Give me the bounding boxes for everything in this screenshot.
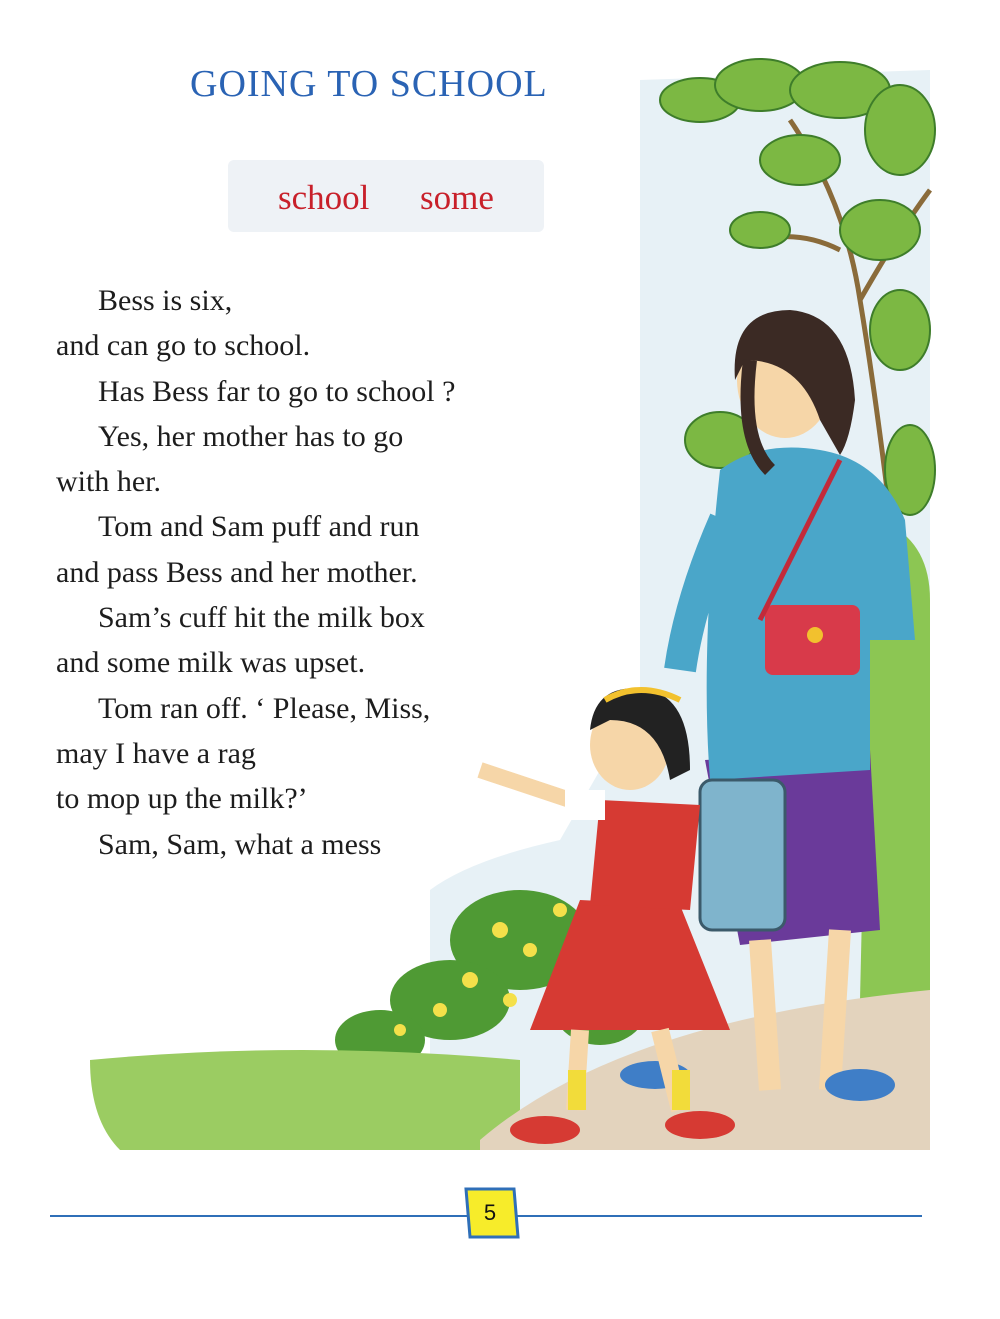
story-line: Sam, Sam, what a mess [98, 827, 382, 861]
story-line: Tom ran off. ‘ Please, Miss, [98, 691, 431, 725]
story-line: Yes, her mother has to go [98, 419, 404, 453]
vocabulary-word: school [278, 178, 370, 217]
grass [90, 1050, 520, 1150]
story-line: and some milk was upset. [56, 646, 366, 680]
story-line: and pass Bess and her mother. [56, 555, 418, 589]
vocabulary-word: some [420, 178, 494, 217]
story-line: with her. [56, 465, 161, 499]
school-bag [700, 780, 785, 930]
girl-blouse [590, 800, 700, 910]
story-line: Tom and Sam puff and run [98, 510, 420, 544]
page-number: 5 [483, 1200, 497, 1225]
lesson-title: GOING TO SCHOOL [190, 63, 548, 105]
story-line: may I have a rag [56, 736, 256, 770]
story-line: Has Bess far to go to school ? [98, 374, 456, 408]
story-line: Bess is six, [98, 284, 233, 317]
story-line: to mop up the milk?’ [56, 782, 308, 816]
story-line: Sam’s cuff hit the milk box [98, 601, 425, 635]
story-line: and can go to school. [56, 329, 311, 363]
